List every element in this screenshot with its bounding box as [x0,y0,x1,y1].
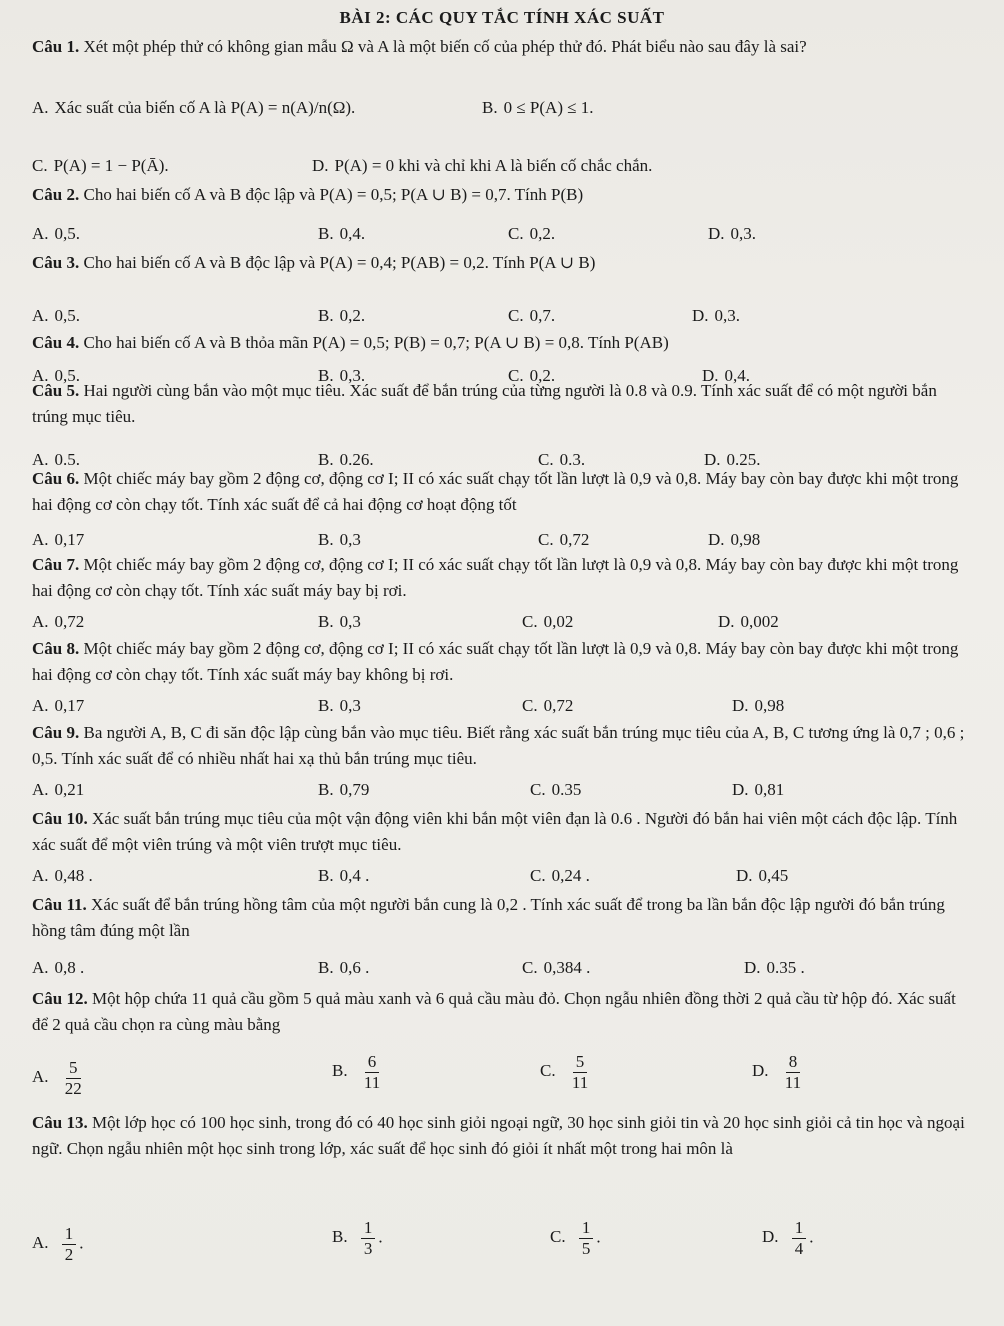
option-d[interactable]: D. 0,45 [736,866,789,885]
option-b[interactable]: B. $\frac{1}{3}$ . [332,1218,383,1258]
question-10: Câu 10. Xác suất bắn trúng mục tiêu của một vận động viên khi bắn một viên đạn là 0.6 . Người đó bắn hai viên một cách độc lập. Tính xác suất để một viên trúng và một viên trượt mục tiêu. [32,809,958,854]
option-d[interactable]: D. 0,98 [708,530,761,549]
option-c[interactable]: C. $\frac{5}{11}$ [540,1052,594,1093]
option-a[interactable]: A. 0,5. [32,224,81,243]
option-c[interactable]: C. $\frac{1}{5}$ . [550,1218,601,1258]
option-c[interactable]: C. 0.35 [530,780,582,799]
option-b[interactable]: B. 0,6 . [318,958,370,977]
question-number: Câu 1. [32,37,80,56]
option-b[interactable]: B. 0,79 [318,780,370,799]
fraction: $\frac{6}{11}$ [363,1052,381,1092]
option-c[interactable]: C. 0,2. [508,366,556,385]
fraction: $\frac{8}{11}$ [784,1052,802,1092]
option-b[interactable]: B. $\frac{6}{11}$ [332,1052,386,1093]
option-b[interactable]: B. 0,3 [318,612,361,631]
option-b[interactable]: B. 0,2. [318,306,366,325]
question-1-options-row-1 [32,98,982,128]
option-c[interactable]: C. 0,72 [538,530,590,549]
option-d[interactable]: D. 0,3. [708,224,757,243]
option-a[interactable]: A. 0,5. [32,306,81,325]
question-stem: Xét một phép thử có không gian mẫu Ω và A là một biến cố của phép thử đó. Phát biểu nào sau đây là sai? [83,37,807,56]
option-c[interactable]: C. 0,2. [508,224,556,243]
option-b[interactable]: B. 0 ≤ P(A) ≤ 1. [482,98,594,117]
option-d[interactable]: D. 0,81 [732,780,785,799]
option-a[interactable]: A. 0,21 [32,780,85,799]
option-a[interactable]: A. 0,17 [32,530,85,549]
option-b[interactable]: B. 0.26. [318,450,374,469]
question-4: Câu 4. Cho hai biến cố A và B thỏa mãn P(A) = 0,5; P(B) = 0,7; P(A ∪ B) = 0,8. Tính P(AB) [32,333,669,352]
option-d[interactable]: D. 0,4. [702,366,751,385]
fraction: $\frac{1}{3}$ [361,1218,376,1259]
question-5: Câu 5. Hai người cùng bắn vào một mục tiêu. Xác suất để bắn trúng của từng người là 0.8 và 0.9. Tính xác suất để có một người bắn trúng mục tiêu. [32,381,937,426]
option-a[interactable]: A. 0,72 [32,612,85,631]
option-a[interactable]: A. $\frac{5}{22}$ [32,1058,88,1099]
question-6: Câu 6. Một chiếc máy bay gồm 2 động cơ, động cơ I; II có xác suất chạy tốt lần lượt là 0,9 và 0,8. Máy bay còn bay được khi một trong hai động cơ còn chạy tốt. Tính xác suất để cả hai động cơ hoạt động tốt [32,469,959,514]
question-11-options [32,958,982,988]
question-8: Câu 8. Một chiếc máy bay gồm 2 động cơ, động cơ I; II có xác suất chạy tốt lần lượt là 0,9 và 0,8. Máy bay còn bay được khi một trong hai động cơ còn chạy tốt. Tính xác suất máy bay không bị rơi. [32,639,959,684]
option-a[interactable]: A. 0,17 [32,696,85,715]
fraction: $\frac{1}{5}$ [579,1218,594,1259]
question-1 [32,34,972,60]
worksheet-title: BÀI 2: CÁC QUY TẮC TÍNH XÁC SUẤT [339,8,665,27]
option-b[interactable]: B. 0,4 . [318,866,370,885]
option-d[interactable]: D. 0.35 . [744,958,805,977]
question-13: Câu 13. Một lớp học có 100 học sinh, trong đó có 40 học sinh giỏi ngoại ngữ, 30 học sinh giỏi tin và 20 học sinh giỏi cả tin học và ngoại ngữ. Chọn ngẫu nhiên một học sinh trong lớp, xác suất để học sinh đó giỏi ít nhất một trong hai môn là [32,1113,965,1158]
option-b[interactable]: B. 0,3 [318,696,361,715]
question-12-options [32,1052,982,1112]
question-9: Câu 9. Ba người A, B, C đi săn độc lập cùng bắn vào mục tiêu. Biết rằng xác suất bắn trúng mục tiêu của A, B, C tương ứng là 0,7 ; 0,6 ; 0,5. Tính xác suất để có nhiều nhất hai xạ thủ bắn trúng mục tiêu. [32,723,965,768]
option-d[interactable]: D. $\frac{1}{4}$ . [762,1218,814,1258]
option-a[interactable]: A. Xác suất của biến cố A là P(A) = n(A)/n(Ω). [32,98,356,117]
question-12: Câu 12. Một hộp chứa 11 quả cầu gồm 5 quả màu xanh và 6 quả cầu màu đỏ. Chọn ngẫu nhiên đồng thời 2 quả cầu từ hộp đó. Xác suất để 2 quả cầu chọn ra cùng màu bằng [32,989,956,1034]
option-c[interactable]: C. 0,384 . [522,958,591,977]
option-b[interactable]: B. 0,4. [318,224,366,243]
option-c[interactable]: C. 0,72 [522,696,574,715]
option-a[interactable]: A. $\frac{1}{2}$ . [32,1224,84,1264]
option-a[interactable]: A. 0,48 . [32,866,93,885]
question-11: Câu 11. Xác suất để bắn trúng hồng tâm của một người bắn cung là 0,2 . Tính xác suất để trong ba lần bắn độc lập người đó bắn trúng hồng tâm đúng một lần [32,895,945,940]
option-c[interactable]: C. P(A) = 1 − P(Ā). [32,156,169,175]
question-13-options [32,1218,982,1278]
option-d[interactable]: D. 0.25. [704,450,761,469]
option-d[interactable]: D. 0,3. [692,306,741,325]
option-d[interactable]: D. P(A) = 0 khi và chỉ khi A là biến cố chắc chắn. [312,156,653,175]
fraction: $\frac{1}{2}$ [62,1224,77,1265]
option-c[interactable]: C. 0,02 [522,612,574,631]
option-d[interactable]: D. 0,98 [732,696,785,715]
fraction: $\frac{5}{11}$ [571,1052,589,1092]
question-7: Câu 7. Một chiếc máy bay gồm 2 động cơ, động cơ I; II có xác suất chạy tốt lần lượt là 0,9 và 0,8. Máy bay còn bay được khi một trong hai động cơ còn chạy tốt. Tính xác suất máy bay bị rơi. [32,555,959,600]
option-b[interactable]: B. 0,3 [318,530,361,549]
fraction: $\frac{5}{22}$ [64,1058,82,1098]
option-c[interactable]: C. 0,7. [508,306,556,325]
option-a[interactable]: A. 0,5. [32,366,81,385]
option-b[interactable]: B. 0,3. [318,366,366,385]
question-2: Câu 2. Cho hai biến cố A và B độc lập và P(A) = 0,5; P(A ∪ B) = 0,7. Tính P(B) [32,185,584,204]
option-d[interactable]: D. 0,002 [718,612,779,631]
option-c[interactable]: C. 0.3. [538,450,586,469]
option-c[interactable]: C. 0,24 . [530,866,590,885]
option-d[interactable]: D. $\frac{8}{11}$ [752,1052,807,1093]
option-a[interactable]: A. 0.5. [32,450,81,469]
fraction: $\frac{1}{4}$ [792,1218,807,1259]
option-a[interactable]: A. 0,8 . [32,958,85,977]
question-3: Câu 3. Cho hai biến cố A và B độc lập và P(A) = 0,4; P(AB) = 0,2. Tính P(A ∪ B) [32,253,596,272]
